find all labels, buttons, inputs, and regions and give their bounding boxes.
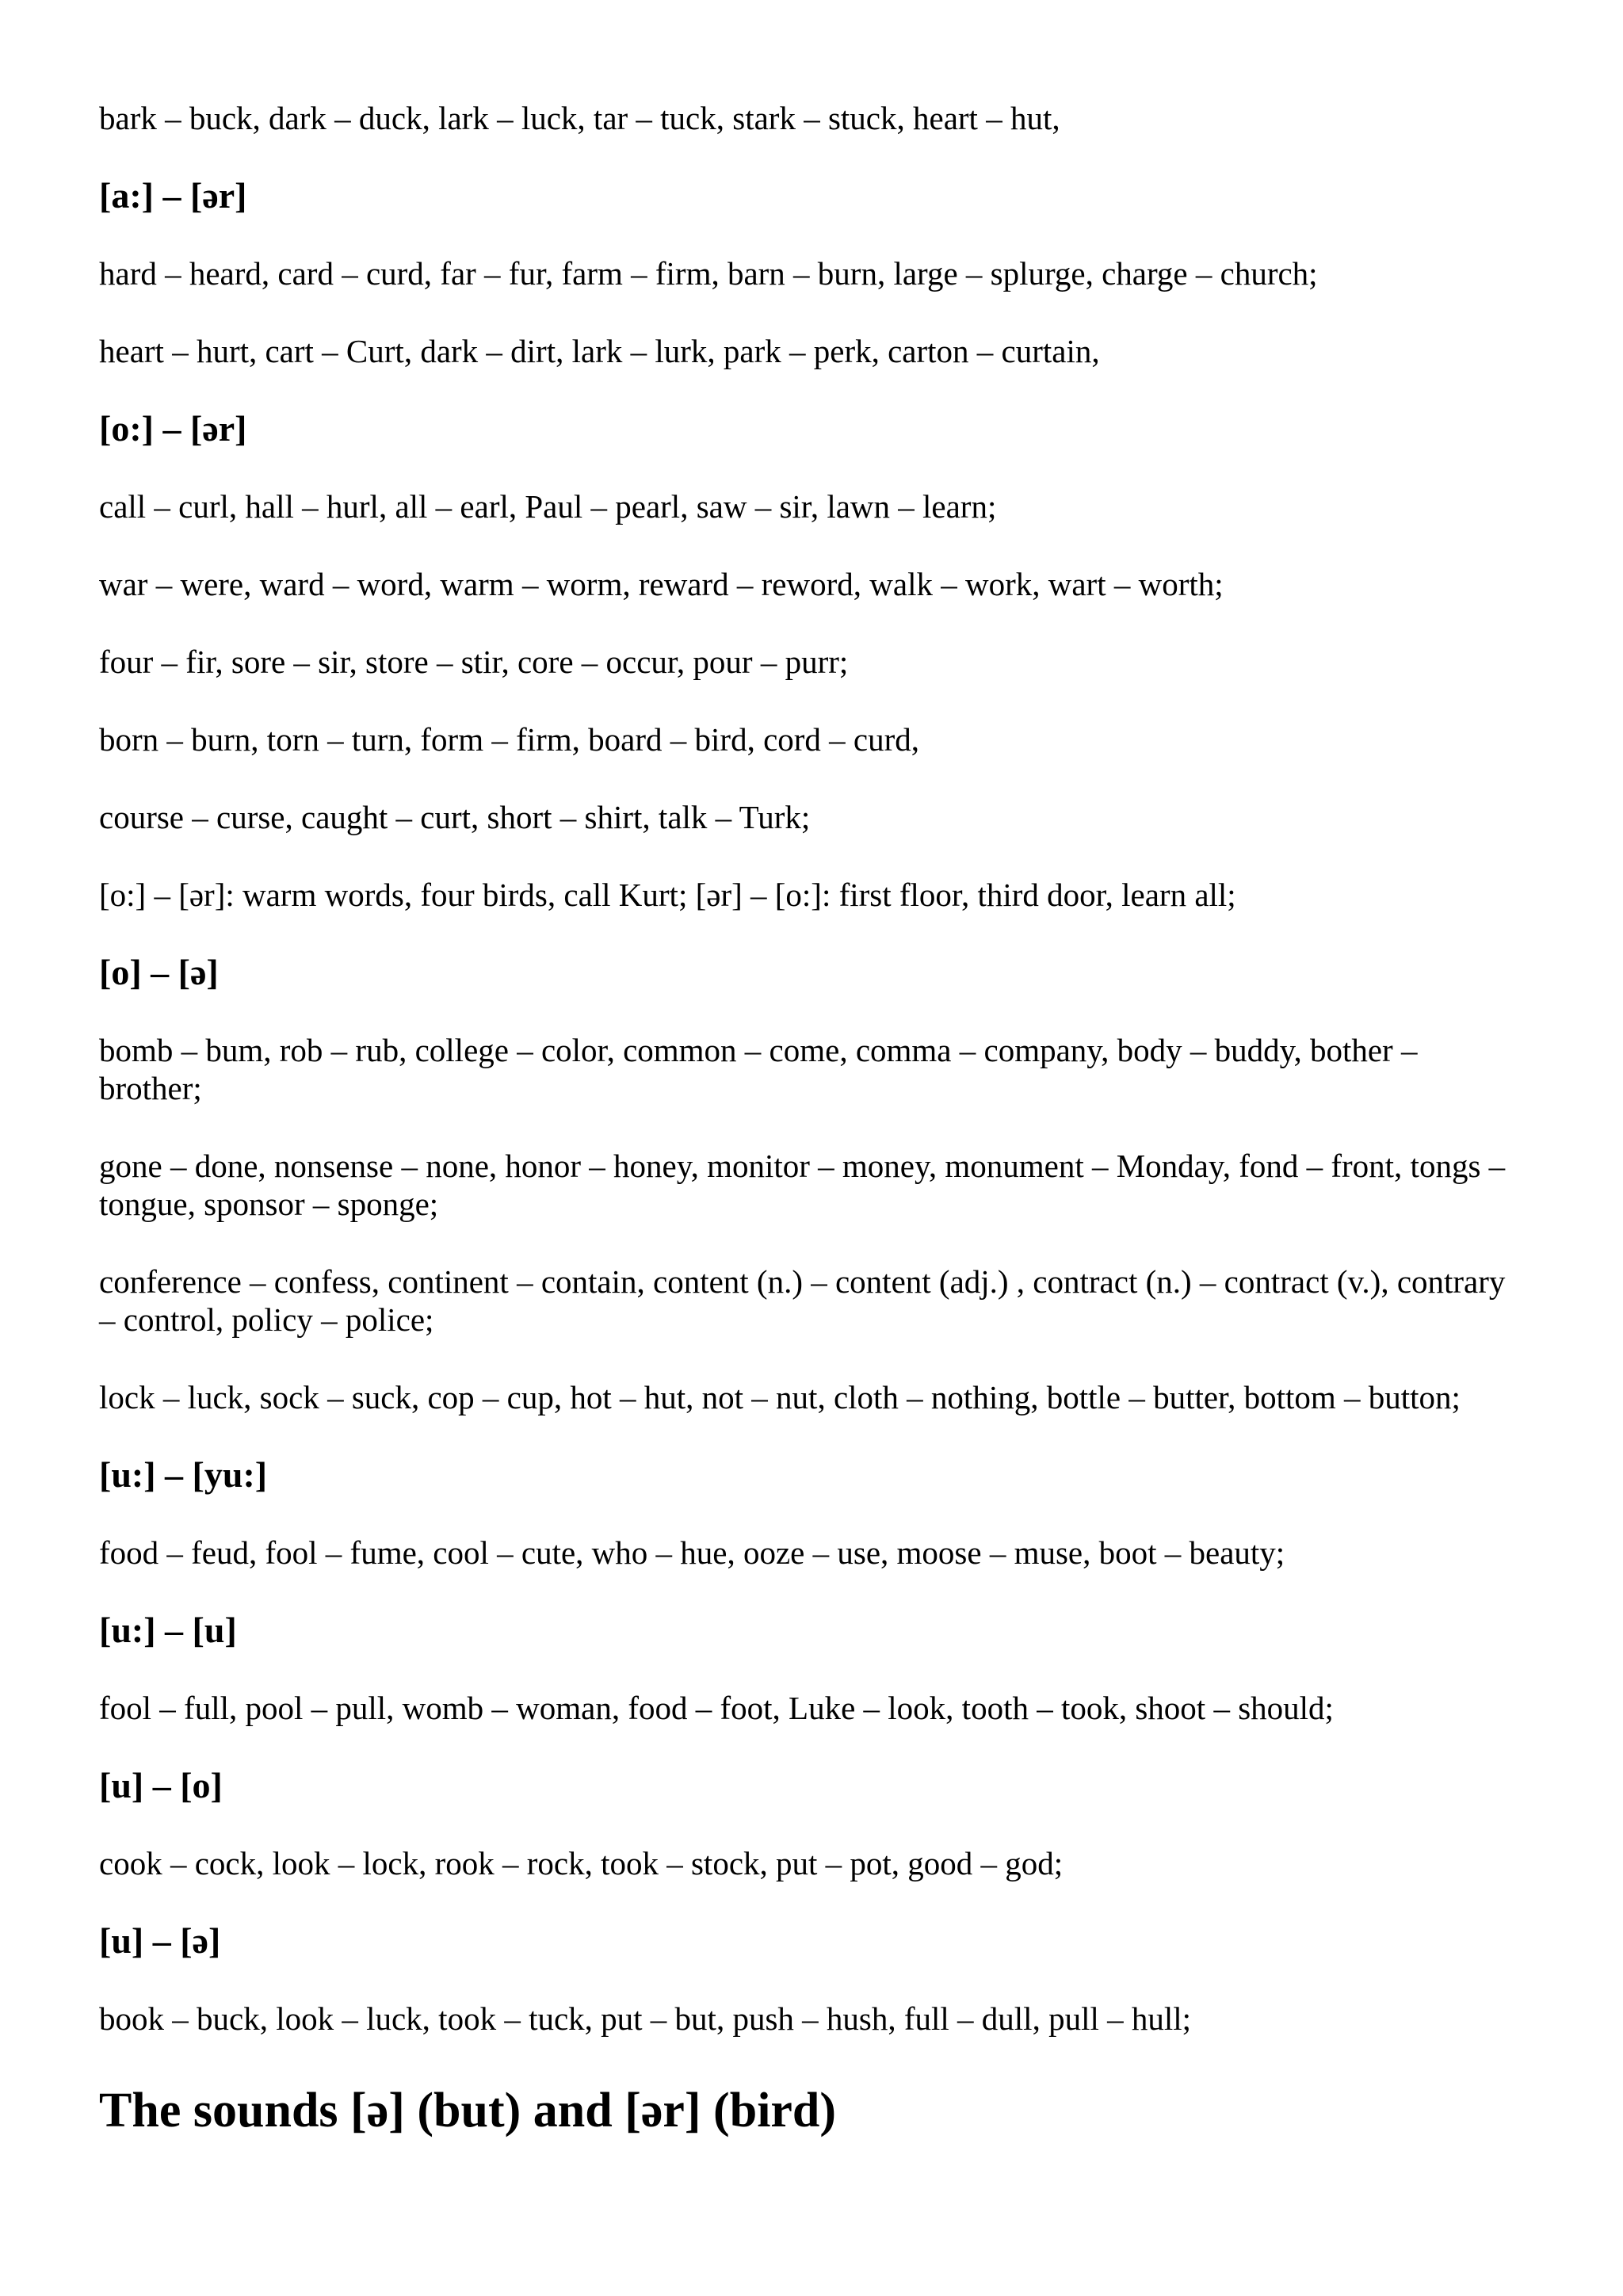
sound-contrast-heading: [o] – [ə] bbox=[99, 952, 219, 992]
word-pair-line: four – fir, sore – sir, store – stir, core – occur, pour – purr; bbox=[99, 644, 849, 680]
sound-contrast-heading: [a:] – [ər] bbox=[99, 175, 247, 216]
paragraph-line: gone – done, nonsense – none, honor – honey, monitor – money, monument – Monday, fond – front, tongs – bbox=[99, 1148, 1506, 1184]
word-pair-line: book – buck, look – luck, took – tuck, put – but, push – hush, full – dull, pull – hull; bbox=[99, 2000, 1192, 2037]
sound-contrast-heading: [u:] – [u] bbox=[99, 1610, 237, 1650]
word-pair-line: cook – cock, look – lock, rook – rock, took – stock, put – pot, good – god; bbox=[99, 1845, 1064, 1881]
word-pair-line: fool – full, pool – pull, womb – woman, food – foot, Luke – look, tooth – took, shoot – should; bbox=[99, 1690, 1334, 1726]
word-pair-paragraph bbox=[99, 1147, 1545, 1223]
word-pair-line: heart – hurt, cart – Curt, dark – dirt, lark – lurk, park – perk, carton – curtain, bbox=[99, 333, 1100, 369]
word-pair-line: food – feud, fool – fume, cool – cute, who – hue, ooze – use, moose – muse, boot – beauty; bbox=[99, 1534, 1285, 1571]
word-pair-line: call – curl, hall – hurl, all – earl, Paul – pearl, saw – sir, lawn – learn; bbox=[99, 488, 997, 525]
document-page bbox=[99, 99, 1545, 2144]
sound-contrast-heading: [u] – [o] bbox=[99, 1765, 223, 1805]
section-title: The sounds [ə] (but) and [ər] (bird) bbox=[99, 2084, 837, 2137]
word-pair-line: course – curse, caught – curt, short – shirt, talk – Turk; bbox=[99, 799, 811, 835]
paragraph-line: – control, policy – police; bbox=[99, 1301, 434, 1338]
word-pair-line: hard – heard, card – curd, far – fur, farm – firm, barn – burn, large – splurge, charge – church; bbox=[99, 255, 1318, 292]
word-pair-paragraph bbox=[99, 1263, 1545, 1339]
word-pair-line: war – were, ward – word, warm – worm, reward – reword, walk – work, wart – worth; bbox=[99, 566, 1224, 602]
word-pair-line: lock – luck, sock – suck, cop – cup, hot – hut, not – nut, cloth – nothing, bottle – butter, bottom – button; bbox=[99, 1379, 1461, 1415]
paragraph-line: bomb – bum, rob – rub, college – color, common – come, comma – company, body – buddy, bother – bbox=[99, 1032, 1418, 1068]
sound-contrast-heading: [u] – [ə] bbox=[99, 1920, 221, 1961]
sound-contrast-heading: [u:] – [yu:] bbox=[99, 1454, 268, 1495]
paragraph-line: conference – confess, continent – contain, content (n.) – content (adj.) , contract (n.) – contract (v.), contrary bbox=[99, 1263, 1506, 1300]
word-pair-paragraph bbox=[99, 1031, 1545, 1107]
paragraph-line: brother; bbox=[99, 1070, 202, 1106]
sound-contrast-heading: [o:] – [ər] bbox=[99, 408, 247, 449]
word-pair-line: born – burn, torn – turn, form – firm, board – bird, cord – curd, bbox=[99, 721, 920, 758]
paragraph-line: tongue, sponsor – sponge; bbox=[99, 1186, 439, 1222]
phrase-practice-line: [o:] – [ər]: warm words, four birds, call Kurt; [ər] – [o:]: first floor, third door, learn all; bbox=[99, 877, 1236, 913]
word-pair-line: bark – buck, dark – duck, lark – luck, tar – tuck, stark – stuck, heart – hut, bbox=[99, 100, 1060, 136]
